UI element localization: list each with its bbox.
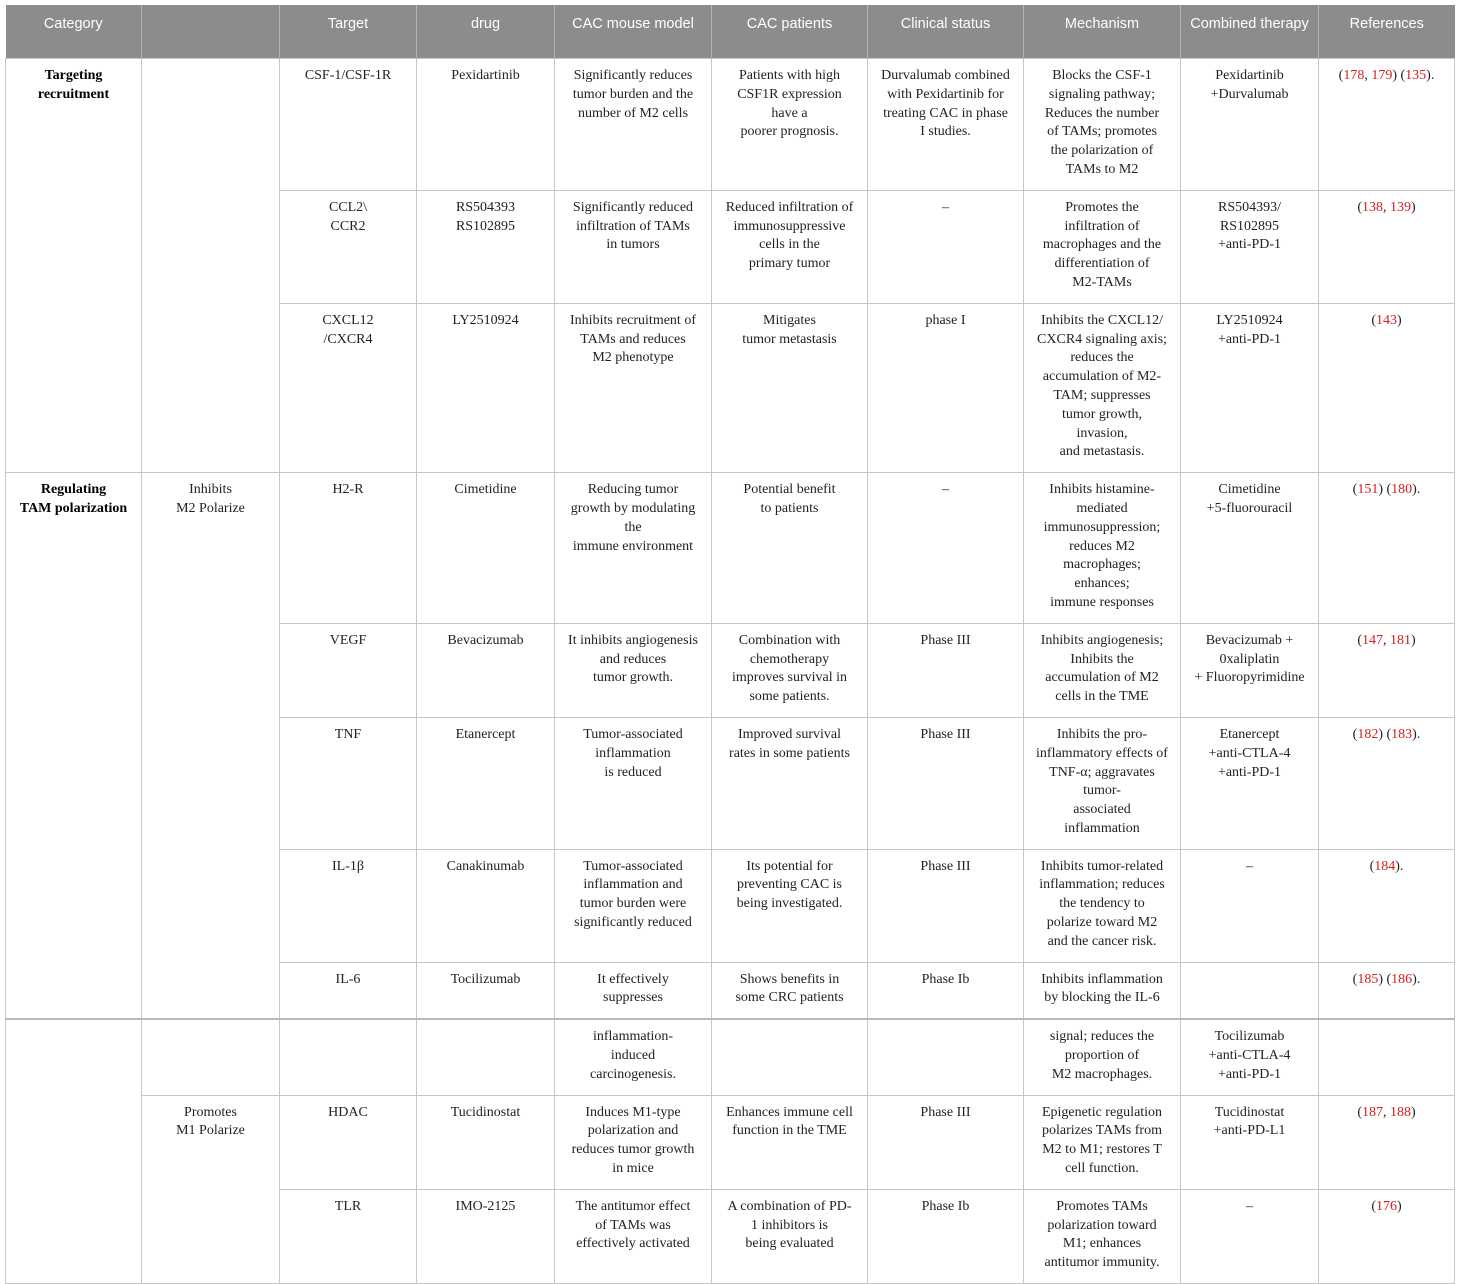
reference-punctuation: ). (1412, 482, 1421, 498)
mechanism-cell: Inhibits inflammation by blocking the IL-6 (1024, 962, 1181, 1019)
clinical-status-cell: Phase III (868, 1095, 1024, 1189)
header-combined-therapy: Combined therapy (1181, 5, 1319, 59)
clinical-status-cell: Phase Ib (868, 1189, 1024, 1283)
reference-link[interactable]: 183 (1391, 726, 1413, 742)
mechanism-cell: signal; reduces the proportion of M2 macrophages. (1024, 1019, 1181, 1095)
header-patients: CAC patients (712, 5, 868, 59)
table-row (6, 473, 1455, 624)
reference-link[interactable]: 186 (1391, 971, 1413, 987)
reference-link[interactable]: 181 (1390, 632, 1411, 648)
reference-punctuation: ) (1411, 199, 1416, 215)
reference-punctuation: ( (1352, 971, 1358, 987)
mouse-model-cell: Inhibits recruitment of TAMs and reduces M2 phenotype (555, 303, 712, 472)
header-clinical-status: Clinical status (868, 5, 1024, 59)
reference-link[interactable]: 187 (1362, 1104, 1383, 1120)
reference-punctuation: ) ( (1392, 68, 1406, 83)
target-cell: H2-R (280, 473, 417, 624)
reference-punctuation: ( (1338, 68, 1344, 83)
target-cell: CCL2\ CCR2 (280, 190, 417, 303)
reference-link[interactable]: 180 (1391, 482, 1413, 498)
clinical-status-cell: Durvalumab combined with Pexidartinib for treating CAC in phase I studies. (868, 59, 1024, 191)
table-row (6, 1019, 1455, 1095)
patients-cell: A combination of PD- 1 inhibitors is being evaluated (712, 1189, 868, 1283)
reference-punctuation: ). (1412, 971, 1421, 987)
patients-cell: Enhances immune cell function in the TME (712, 1095, 868, 1189)
subcategory-promotes-m1: Promotes M1 Polarize (142, 1095, 280, 1283)
reference-link[interactable]: 151 (1357, 482, 1379, 498)
mouse-model-cell: Significantly reduces tumor burden and the number of M2 cells (555, 59, 712, 191)
table-row (6, 1095, 1455, 1189)
reference-punctuation: ) (1397, 312, 1402, 328)
reference-link[interactable]: 135 (1405, 68, 1427, 83)
reference-punctuation: ( (1371, 312, 1376, 328)
patients-cell: Mitigates tumor metastasis (712, 303, 868, 472)
category-regulating-polarization: Regulating TAM polarization (6, 473, 142, 1020)
reference-punctuation: ) (1411, 1104, 1416, 1120)
reference-link[interactable]: 188 (1390, 1104, 1411, 1120)
target-cell: TNF (280, 717, 417, 849)
patients-cell: Reduced infiltration of immunosuppressive cells in the primary tumor (712, 190, 868, 303)
category-cell-empty (6, 1019, 142, 1283)
target-cell: IL-1β (280, 849, 417, 962)
combined-therapy-cell: Bevacizumab + 0xaliplatin + Fluoropyrimidine (1181, 623, 1319, 717)
combined-therapy-cell: Pexidartinib +Durvalumab (1181, 59, 1319, 191)
reference-link[interactable]: 184 (1374, 858, 1396, 874)
target-cell: CSF-1/CSF-1R (280, 59, 417, 191)
reference-punctuation: ( (1352, 482, 1358, 498)
mouse-model-cell: inflammation- induced carcinogenesis. (555, 1019, 712, 1095)
mouse-model-cell: Significantly reduced infiltration of TAMs in tumors (555, 190, 712, 303)
reference-punctuation: , (1383, 199, 1390, 215)
category-targeting-recruitment: Targeting recruitment (6, 59, 142, 473)
reference-punctuation: , (1383, 632, 1390, 648)
header-row (6, 5, 1455, 59)
subcategory-cell-empty (142, 1019, 280, 1095)
combined-therapy-cell: – (1181, 1189, 1319, 1283)
table-row (6, 59, 1455, 191)
drug-cell: Cimetidine (417, 473, 555, 624)
reference-link[interactable]: 143 (1376, 312, 1397, 328)
patients-cell: Combination with chemotherapy improves survival in some patients. (712, 623, 868, 717)
drug-cell: RS504393 RS102895 (417, 190, 555, 303)
clinical-status-cell: – (868, 473, 1024, 624)
reference-punctuation: ( (1371, 1198, 1376, 1214)
mouse-model-cell: It inhibits angiogenesis and reduces tumor growth. (555, 623, 712, 717)
mechanism-cell: Promotes the infiltration of macrophages and the differentiation of M2-TAMs (1024, 190, 1181, 303)
reference-punctuation: ) ( (1378, 482, 1392, 498)
target-cell: HDAC (280, 1095, 417, 1189)
clinical-status-cell: Phase III (868, 623, 1024, 717)
mechanism-cell: Inhibits the pro- inflammatory effects of TNF-α; aggravates tumor- associated inflammation (1024, 717, 1181, 849)
clinical-status-cell: – (868, 190, 1024, 303)
reference-punctuation: ) (1411, 632, 1416, 648)
mechanism-cell: Epigenetic regulation polarizes TAMs from M2 to M1; restores T cell function. (1024, 1095, 1181, 1189)
subcategory-inhibits-m2: Inhibits M2 Polarize (142, 473, 280, 1020)
header-mouse-model: CAC mouse model (555, 5, 712, 59)
reference-punctuation: ( (1357, 1104, 1362, 1120)
reference-link[interactable]: 179 (1371, 68, 1393, 83)
patients-cell: Improved survival rates in some patients (712, 717, 868, 849)
mechanism-cell: Promotes TAMs polarization toward M1; enhances antitumor immunity. (1024, 1189, 1181, 1283)
reference-punctuation: ) ( (1378, 971, 1392, 987)
clinical-status-cell: phase I (868, 303, 1024, 472)
reference-link[interactable]: 147 (1362, 632, 1383, 648)
combined-therapy-cell: Cimetidine +5-fluorouracil (1181, 473, 1319, 624)
reference-punctuation: ( (1352, 726, 1358, 742)
combined-therapy-cell: RS504393/ RS102895 +anti-PD-1 (1181, 190, 1319, 303)
reference-punctuation: ) ( (1378, 726, 1392, 742)
mechanism-cell: Blocks the CSF-1 signaling pathway; Reduces the number of TAMs; promotes the polarization of TAMs to M2 (1024, 59, 1181, 191)
reference-link[interactable]: 176 (1376, 1198, 1397, 1214)
patients-cell: Its potential for preventing CAC is being investigated. (712, 849, 868, 962)
mouse-model-cell: Tumor-associated inflammation is reduced (555, 717, 712, 849)
reference-punctuation: ). (1395, 858, 1404, 874)
target-cell: CXCL12 /CXCR4 (280, 303, 417, 472)
reference-punctuation: ( (1369, 858, 1375, 874)
combined-therapy-cell: Etanercept +anti-CTLA-4 +anti-PD-1 (1181, 717, 1319, 849)
reference-punctuation: ( (1357, 632, 1362, 648)
references-cell (1319, 623, 1455, 717)
drug-cell (417, 1019, 555, 1095)
target-cell (280, 1019, 417, 1095)
mechanism-cell: Inhibits angiogenesis; Inhibits the accumulation of M2 cells in the TME (1024, 623, 1181, 717)
drug-cell: LY2510924 (417, 303, 555, 472)
drug-cell: Canakinumab (417, 849, 555, 962)
mechanism-cell: Inhibits histamine- mediated immunosuppression; reduces M2 macrophages; enhances; immune responses (1024, 473, 1181, 624)
patients-cell (712, 1019, 868, 1095)
mouse-model-cell: Induces M1-type polarization and reduces tumor growth in mice (555, 1095, 712, 1189)
header-drug: drug (417, 5, 555, 59)
combined-therapy-cell: Tucidinostat +anti-PD-L1 (1181, 1095, 1319, 1189)
combined-therapy-cell (1181, 962, 1319, 1019)
reference-punctuation: ). (1426, 68, 1435, 83)
mouse-model-cell: The antitumor effect of TAMs was effectively activated (555, 1189, 712, 1283)
clinical-status-cell: Phase Ib (868, 962, 1024, 1019)
reference-punctuation: , (1364, 68, 1372, 83)
header-target: Target (280, 5, 417, 59)
reference-punctuation: , (1383, 1104, 1390, 1120)
references-cell (1319, 717, 1455, 849)
mechanism-cell: Inhibits the CXCL12/ CXCR4 signaling axis; reduces the accumulation of M2- TAM; suppresses tumor growth, invasion, and metastasis. (1024, 303, 1181, 472)
references-cell (1319, 190, 1455, 303)
target-cell: TLR (280, 1189, 417, 1283)
references-cell (1319, 1189, 1455, 1283)
reference-punctuation: ( (1357, 199, 1362, 215)
combined-therapy-cell: Tocilizumab +anti-CTLA-4 +anti-PD-1 (1181, 1019, 1319, 1095)
references-cell (1319, 303, 1455, 472)
references-cell (1319, 849, 1455, 962)
clinical-status-cell (868, 1019, 1024, 1095)
reference-link[interactable]: 185 (1357, 971, 1379, 987)
reference-link[interactable]: 138 (1362, 199, 1383, 215)
patients-cell: Shows benefits in some CRC patients (712, 962, 868, 1019)
reference-punctuation: ). (1412, 726, 1421, 742)
header-category: Category (6, 5, 142, 59)
clinical-status-cell: Phase III (868, 717, 1024, 849)
target-cell: IL-6 (280, 962, 417, 1019)
mouse-model-cell: Tumor-associated inflammation and tumor burden were significantly reduced (555, 849, 712, 962)
header-mechanism: Mechanism (1024, 5, 1181, 59)
combined-therapy-cell: LY2510924 +anti-PD-1 (1181, 303, 1319, 472)
reference-punctuation: ) (1397, 1198, 1402, 1214)
references-cell (1319, 1019, 1455, 1095)
patients-cell: Patients with high CSF1R expression have a poorer prognosis. (712, 59, 868, 191)
target-cell: VEGF (280, 623, 417, 717)
mouse-model-cell: It effectively suppresses (555, 962, 712, 1019)
mouse-model-cell: Reducing tumor growth by modulating the immune environment (555, 473, 712, 624)
drug-cell: IMO-2125 (417, 1189, 555, 1283)
reference-link[interactable]: 178 (1343, 68, 1365, 83)
references-cell (1319, 59, 1455, 191)
therapy-table (5, 5, 1455, 1284)
reference-link[interactable]: 139 (1390, 199, 1411, 215)
references-cell (1319, 473, 1455, 624)
reference-link[interactable]: 182 (1357, 726, 1379, 742)
drug-cell: Bevacizumab (417, 623, 555, 717)
combined-therapy-cell: – (1181, 849, 1319, 962)
subcategory-cell-empty (142, 59, 280, 473)
drug-cell: Etanercept (417, 717, 555, 849)
references-cell (1319, 1095, 1455, 1189)
drug-cell: Pexidartinib (417, 59, 555, 191)
header-references: References (1319, 5, 1455, 59)
drug-cell: Tocilizumab (417, 962, 555, 1019)
mechanism-cell: Inhibits tumor-related inflammation; reduces the tendency to polarize toward M2 and the cancer risk. (1024, 849, 1181, 962)
header-subcategory (142, 5, 280, 59)
drug-cell: Tucidinostat (417, 1095, 555, 1189)
patients-cell: Potential benefit to patients (712, 473, 868, 624)
references-cell (1319, 962, 1455, 1019)
clinical-status-cell: Phase III (868, 849, 1024, 962)
